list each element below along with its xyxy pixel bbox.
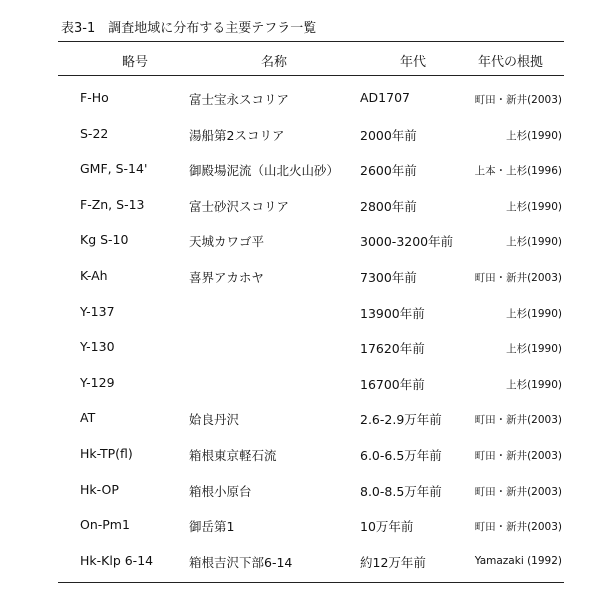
cell-abbr: F-Ho [80, 90, 109, 105]
cell-age: 7300年前 [360, 269, 417, 285]
cell-age: 2000年前 [360, 127, 417, 143]
cell-name: 御岳第1 [189, 519, 235, 535]
cell-age: 13900年前 [360, 305, 425, 321]
cell-name: 箱根吉沢下部6-14 [189, 554, 293, 570]
table-row [58, 222, 564, 258]
cell-name: 箱根東京軽石流 [189, 447, 277, 463]
cell-age: AD1707 [360, 90, 410, 105]
table-row [58, 116, 564, 152]
cell-basis: 上杉(1990) [506, 307, 562, 320]
table-row [58, 294, 564, 330]
cell-age: 10万年前 [360, 519, 414, 535]
cell-basis: 上杉(1990) [506, 236, 562, 249]
cell-name: 天城カワゴ平 [189, 234, 265, 250]
table-row [58, 400, 564, 436]
table-row [58, 187, 564, 223]
cell-abbr: Hk-TP(fl) [80, 445, 133, 461]
cell-age: 3000-3200年前 [360, 234, 454, 250]
cell-age: 2.6-2.9万年前 [360, 412, 442, 428]
cell-basis: Yamazaki (1992) [474, 554, 562, 567]
table-top-rule [58, 41, 564, 42]
table-row [58, 258, 564, 294]
column-header-basis: 年代の根拠 [478, 55, 544, 70]
column-header-abbr: 略号 [122, 55, 149, 70]
cell-basis: 上杉(1990) [506, 378, 562, 391]
cell-name: 御殿場泥流（山北火山砂） [189, 163, 340, 179]
header-divider-rule [58, 75, 564, 76]
cell-age: 約12万年前 [360, 554, 426, 570]
table-bottom-rule [58, 582, 564, 583]
cell-basis: 上杉(1990) [506, 343, 562, 356]
cell-abbr: GMF, S-14' [80, 161, 148, 177]
cell-abbr: F-Zn, S-13 [80, 196, 145, 212]
cell-abbr: Hk-OP [80, 481, 119, 497]
cell-basis: 町田・新井(2003) [474, 485, 562, 498]
cell-abbr: AT [80, 410, 96, 426]
cell-name: 富士砂沢スコリア [189, 198, 290, 214]
cell-abbr: Y-130 [80, 339, 115, 355]
cell-abbr: On-Pm1 [80, 517, 130, 533]
cell-age: 17620年前 [360, 341, 425, 357]
cell-basis: 町田・新井(2003) [474, 414, 562, 427]
cell-name: 喜界アカホヤ [189, 269, 264, 285]
cell-age: 8.0-8.5万年前 [360, 483, 442, 499]
table-row [58, 543, 564, 579]
column-header-age: 年代 [400, 55, 427, 70]
column-header-name: 名称 [261, 55, 288, 70]
cell-basis: 町田・新井(2003) [474, 521, 562, 534]
table-row [58, 365, 564, 401]
cell-name: 富士宝永スコリア [189, 92, 290, 107]
table-row [58, 436, 564, 472]
cell-name: 湯船第2スコリア [189, 127, 285, 143]
table-body [58, 80, 564, 578]
cell-basis: 町田・新井(2003) [474, 94, 562, 106]
table-row [58, 151, 564, 187]
table-row [58, 472, 564, 508]
table-row [58, 329, 564, 365]
cell-basis: 町田・新井(2003) [474, 449, 562, 462]
table-caption: 表3-1 調査地域に分布する主要テフラ一覧 [61, 21, 317, 36]
table-header [58, 46, 564, 72]
cell-abbr: Y-129 [80, 374, 115, 390]
cell-basis: 町田・新井(2003) [474, 271, 562, 284]
cell-basis: 上杉(1990) [506, 200, 562, 213]
cell-abbr: Hk-Klp 6-14 [80, 552, 154, 568]
cell-name: 姶良丹沢 [189, 412, 240, 428]
table-row [58, 80, 564, 116]
cell-abbr: Kg S-10 [80, 232, 129, 248]
cell-abbr: Y-137 [80, 303, 115, 319]
table-row [58, 507, 564, 543]
cell-name: 箱根小原台 [189, 483, 252, 499]
cell-basis: 上杉(1990) [506, 129, 562, 142]
cell-basis: 上本・上杉(1996) [474, 165, 562, 178]
cell-age: 6.0-6.5万年前 [360, 447, 442, 463]
cell-age: 2800年前 [360, 198, 417, 214]
cell-age: 2600年前 [360, 163, 417, 179]
cell-abbr: S-22 [80, 125, 109, 141]
cell-abbr: K-Ah [80, 267, 108, 283]
cell-age: 16700年前 [360, 376, 425, 392]
